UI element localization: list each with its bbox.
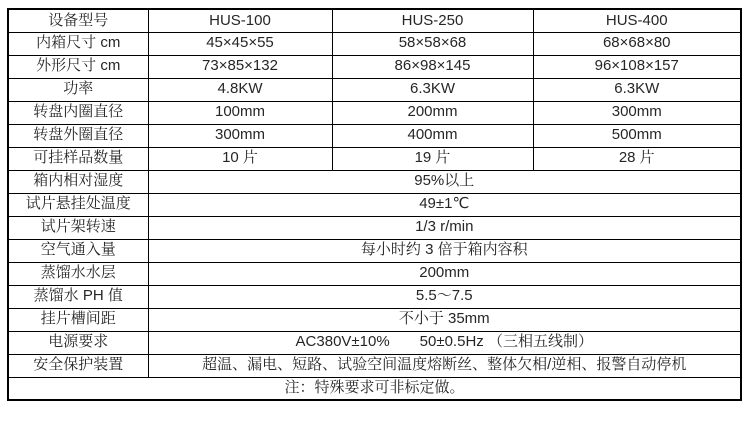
value-cell: 400mm: [332, 124, 533, 147]
row-label: 蒸馏水水层: [8, 262, 148, 285]
value-cell: 500mm: [533, 124, 741, 147]
value-cell: 6.3KW: [533, 78, 741, 101]
merged-value-cell: 5.5～7.5: [148, 285, 741, 308]
model-cell: HUS-250: [332, 9, 533, 32]
model-cell: HUS-100: [148, 9, 332, 32]
value-cell: 45×45×55: [148, 32, 332, 55]
value-cell: 19 片: [332, 147, 533, 170]
row-label-model: 设备型号: [8, 9, 148, 32]
table-row-outer-ring: [8, 124, 741, 147]
value-cell: 200mm: [332, 101, 533, 124]
table-row-power: [8, 78, 741, 101]
value-cell: 86×98×145: [332, 55, 533, 78]
value-cell: 58×58×68: [332, 32, 533, 55]
table-row-air-intake: [8, 239, 741, 262]
value-cell: 28 片: [533, 147, 741, 170]
value-cell: 10 片: [148, 147, 332, 170]
table-row-ph: [8, 285, 741, 308]
table-row-temperature: [8, 193, 741, 216]
value-cell: 73×85×132: [148, 55, 332, 78]
row-label: 转盘内圈直径: [8, 101, 148, 124]
row-label: 挂片槽间距: [8, 308, 148, 331]
value-cell: 100mm: [148, 101, 332, 124]
table-row-humidity: [8, 170, 741, 193]
row-label: 功率: [8, 78, 148, 101]
table-row-power-supply: [8, 331, 741, 354]
merged-value-cell: 每小时约 3 倍于箱内容积: [148, 239, 741, 262]
equipment-spec-table: [7, 8, 742, 401]
row-label: 可挂样品数量: [8, 147, 148, 170]
table-row-note: [8, 377, 741, 400]
row-label: 内箱尺寸 cm: [8, 32, 148, 55]
table-row-model: [8, 9, 741, 32]
row-label: 试片悬挂处温度: [8, 193, 148, 216]
table-row-water-layer: [8, 262, 741, 285]
row-label: 转盘外圈直径: [8, 124, 148, 147]
row-label: 蒸馏水 PH 值: [8, 285, 148, 308]
merged-value-cell: 超温、漏电、短路、试验空间温度熔断丝、整体欠相/逆相、报警自动停机: [148, 354, 741, 377]
merged-value-cell: AC380V±10% 50±0.5Hz （三相五线制）: [148, 331, 741, 354]
merged-value-cell: 200mm: [148, 262, 741, 285]
merged-value-cell: 49±1℃: [148, 193, 741, 216]
model-cell: HUS-400: [533, 9, 741, 32]
table-row-inner-ring: [8, 101, 741, 124]
value-cell: 4.8KW: [148, 78, 332, 101]
row-label: 电源要求: [8, 331, 148, 354]
table-row-sample-count: [8, 147, 741, 170]
table-row-safety: [8, 354, 741, 377]
table-row-inner-size: [8, 32, 741, 55]
row-label: 安全保护装置: [8, 354, 148, 377]
note-text: 注：特殊要求可非标定做。: [8, 377, 741, 400]
row-label: 空气通入量: [8, 239, 148, 262]
row-label: 试片架转速: [8, 216, 148, 239]
row-label: 外形尺寸 cm: [8, 55, 148, 78]
value-cell: 68×68×80: [533, 32, 741, 55]
merged-value-cell: 1/3 r/min: [148, 216, 741, 239]
value-cell: 300mm: [533, 101, 741, 124]
row-label: 箱内相对湿度: [8, 170, 148, 193]
value-cell: 6.3KW: [332, 78, 533, 101]
table-row-outer-size: [8, 55, 741, 78]
table-row-slot-spacing: [8, 308, 741, 331]
merged-value-cell: 95%以上: [148, 170, 741, 193]
value-cell: 300mm: [148, 124, 332, 147]
merged-value-cell: 不小于 35mm: [148, 308, 741, 331]
value-cell: 96×108×157: [533, 55, 741, 78]
table-row-rotation-speed: [8, 216, 741, 239]
